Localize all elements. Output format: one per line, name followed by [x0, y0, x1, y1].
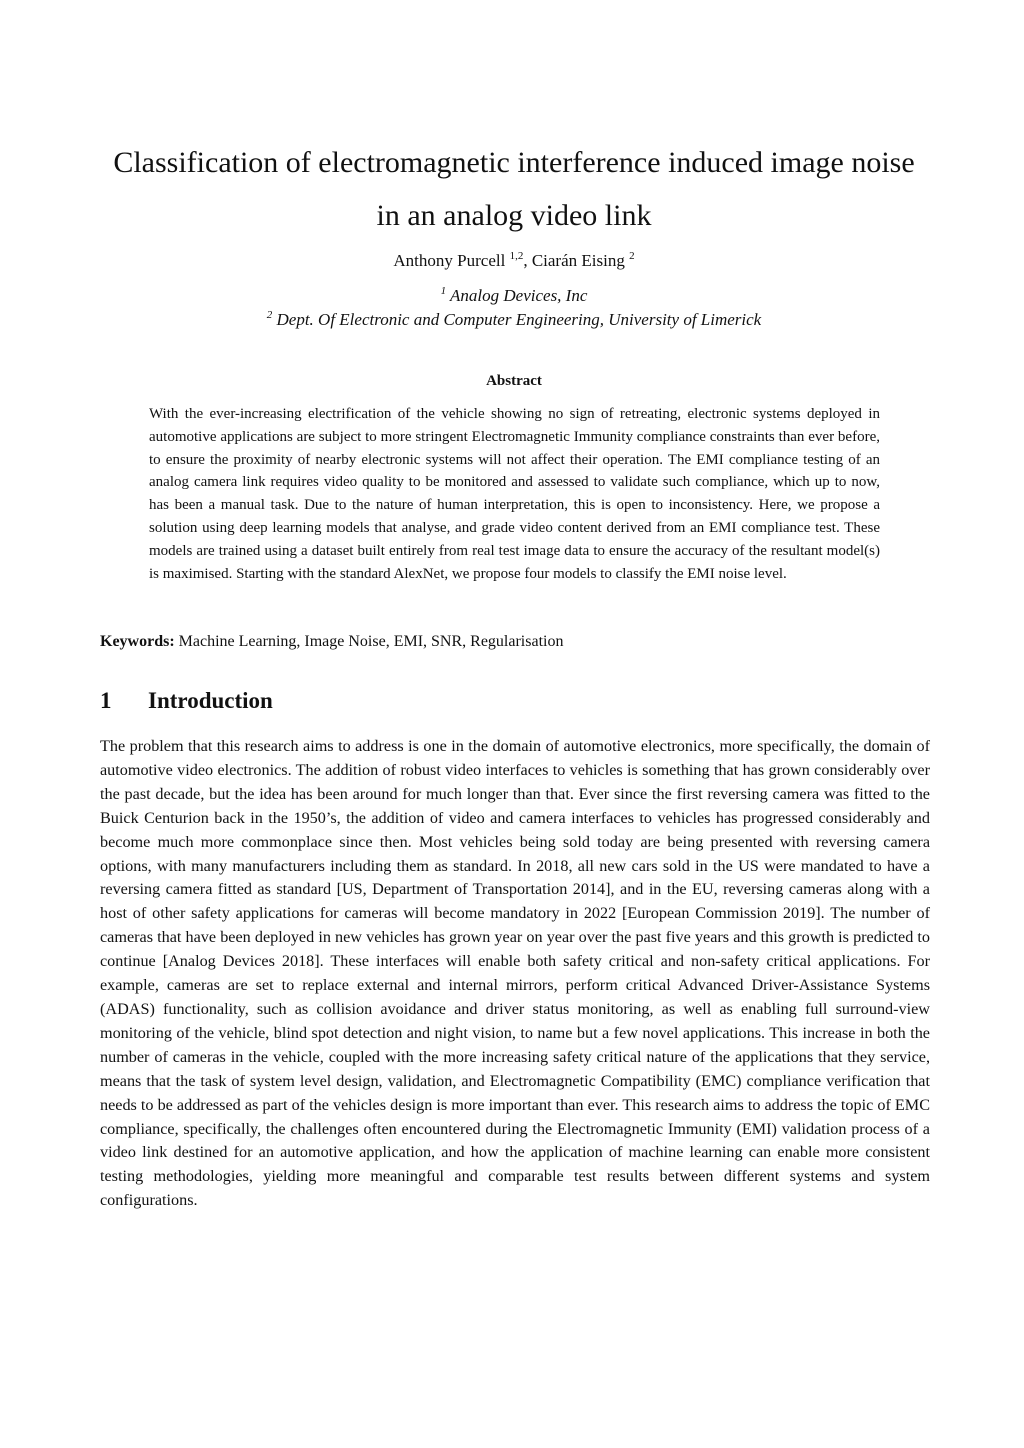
author-affiliation-marker: 1,2 — [509, 250, 524, 262]
keywords — [100, 630, 930, 654]
introduction-text: The problem that this research aims to address is one in the domain of automotive electronics, more specifically, the domain of automotive video electronics. The addition of robust video interfaces to vehicles is something that has grown considerably over the past decade, but the idea has been around for much longer than that. Ever since the first reversing camera was fitted to the Buick Centurion back in the 1950’s, the addition of video and camera interfaces to vehicles has progressed considerably and become much more commonplace since then. Most vehicles being sold today are being presented with reversing camera options, with many manufacturers including them as standard. In 2018, all new cars sold in the US were mandated to have a reversing camera fitted as standard [US, Department of Transportation 2014], and in the EU, reversing cameras along with a host of other safety applications for cameras will become mandatory in 2022 [European Commission 2019]. The number of cameras that have been deployed in new vehicles has grown year on year over the past five years and this growth is predicted to continue [Analog Devices 2018]. These interfaces will enable both safety critical and non-safety critical applications. For example, cameras are set to replace external and internal mirrors, perform critical Advanced Driver-Assistance Systems (ADAS) functionality, such as collision avoidance and driver status monitoring, as well as enabling full surround-view monitoring of the vehicle, blind spot detection and night vision, to name but a few novel applications. This increase in both the number of cameras in the vehicle, coupled with the more increasing safety critical nature of the applications that they service, means that the task of system level design, validation, and Electromagnetic Compatibility (EMC) compliance verification that needs to be addressed as part of the vehicles design is more important than ever. This research aims to address the topic of EMC compliance, specifically, the challenges often encountered during the Electromagnetic Immunity (EMI) validation process of a video link destined for an automotive application, and how the application of machine learning can enable more consistent testing methodologies, yielding more meaningful and comparable test results between different systems and system configurations. — [100, 737, 930, 1210]
keywords-label: Keywords: — [100, 633, 175, 650]
affiliation — [80, 303, 948, 332]
author-name: Anthony Purcell — [393, 251, 506, 270]
section-heading-introduction — [100, 685, 273, 717]
abstract-heading: Abstract — [486, 373, 542, 389]
affiliation-text: Analog Devices, Inc — [450, 286, 588, 305]
author-affiliation-marker: 2 — [629, 250, 635, 262]
author-list — [80, 244, 948, 273]
abstract-text: With the ever-increasing electrification of the vehicle showing no sign of retreating, electronic systems deployed in automotive applications are subject to more stringent Electromagnetic Immunity compliance constraints than ever before, to ensure the proximity of nearby electronic systems will not affect their operation. The EMI compliance testing of an analog camera link requires video quality to be monitored and assessed to validate such compliance, which up to now, has been a manual task. Due to the nature of human interpretation, this is open to inconsistency. Here, we propose a solution using deep learning models that analyse, and grade video content derived from an EMI compliance test. These models are trained using a dataset built entirely from real test image data to ensure the accuracy of the resultant model(s) is maximised. Starting with the standard AlexNet, we propose four models to classify the EMI noise level. — [149, 406, 880, 582]
section-title: Introduction — [148, 688, 273, 713]
section-number: 1 — [100, 688, 112, 713]
affiliation-marker: 2 — [266, 309, 273, 321]
affiliation-marker: 1 — [440, 285, 447, 297]
affiliation-text: Dept. Of Electronic and Computer Engineering, University of Limerick — [276, 310, 762, 329]
keywords-text: Machine Learning, Image Noise, EMI, SNR, Regularisation — [178, 633, 564, 650]
title-line-1: Classification of electromagnetic interference induced image noise — [113, 146, 915, 179]
title-line-2: in an analog video link — [376, 199, 652, 232]
author-separator: , — [523, 251, 532, 270]
paper-title — [80, 136, 948, 242]
author-name: Ciarán Eising — [531, 251, 625, 270]
